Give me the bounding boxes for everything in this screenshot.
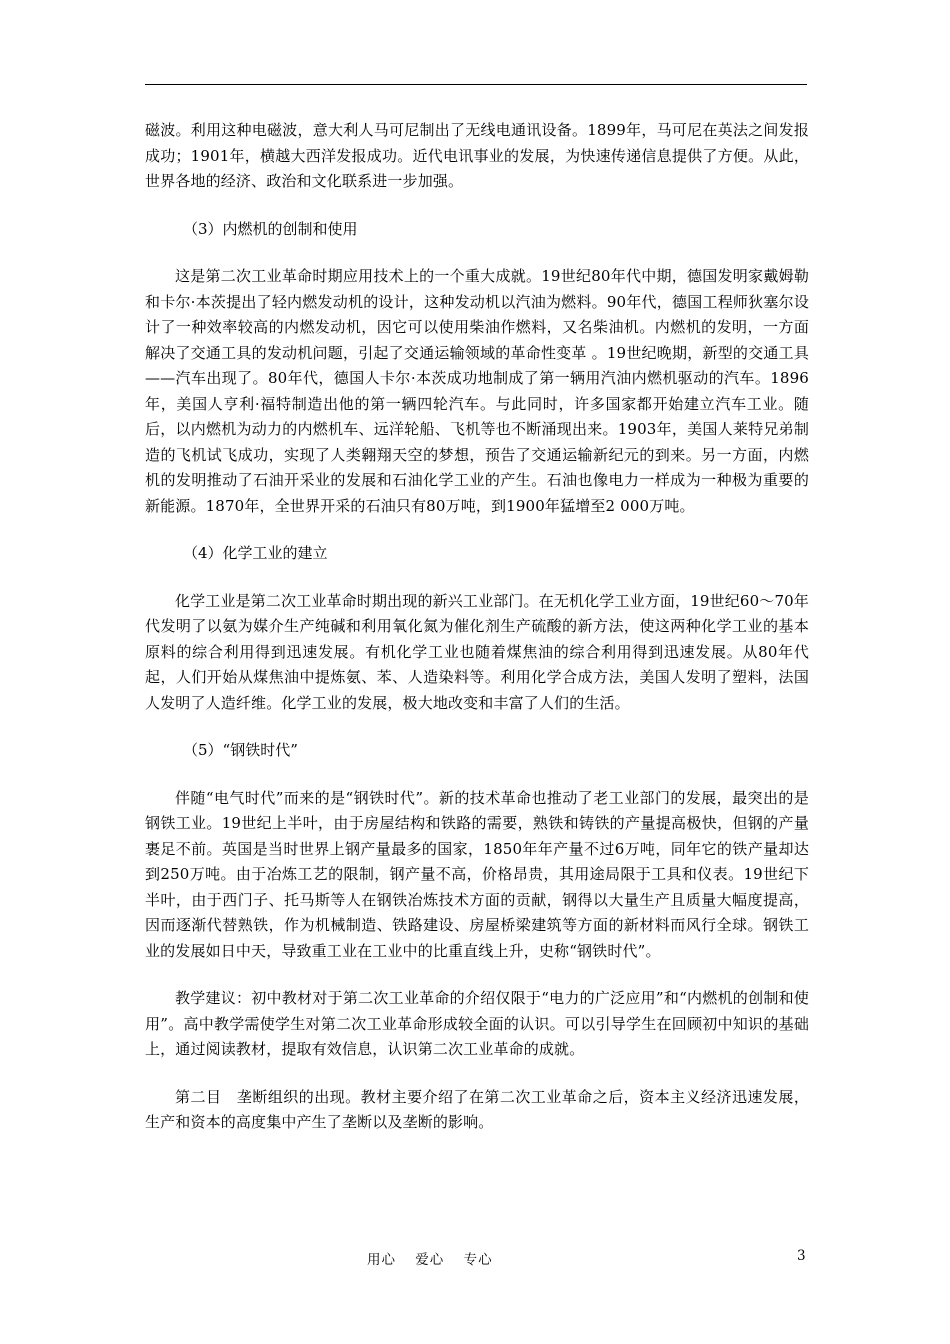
paragraph-teaching-suggestion: 教学建议：初中教材对于第二次工业革命的介绍仅限于“电力的广泛应用”和“内燃机的创制和使用”。高中教学需使学生对第二次工业革命形成较全面的认识。可以引导学生在回顾初中知识的基础上，通过阅读教材，提取有效信息，认识第二次工业革命的成就。	[145, 989, 809, 1058]
spacer	[145, 567, 809, 589]
footer-motto: 用心 爱心 专心	[367, 1252, 493, 1268]
spacer	[145, 519, 809, 541]
header-rule	[145, 84, 807, 85]
spacer	[145, 242, 809, 264]
document-body	[145, 118, 809, 1136]
paragraph-steel-age: 伴随“电气时代”而来的是“钢铁时代”。新的技术革命也推动了老工业部门的发展，最突出的是钢铁工业。19世纪上半叶，由于房屋结构和铁路的需要，熟铁和铸铁的产量提高极快，但钢的产量裹足不前。英国是当时世界上钢产量最多的国家，1850年年产量不过6万吨，同年它的铁产量却达到250万吨。由于冶炼工艺的限制，钢产量不高，价格昂贵，其用途局限于工具和仪表。19世纪下半叶，由于西门子、托马斯等人在钢铁冶炼技术方面的贡献，钢得以大量生产且质量大幅度提高，因而逐渐代替熟铁，作为机械制造、铁路建设、房屋桥梁建筑等方面的新材料而风行全球。钢铁工业的发展如日中天，导致重工业在工业中的比重直线上升，史称“钢铁时代”。	[145, 788, 809, 960]
page-number: 3	[797, 1248, 806, 1264]
paragraph-electromagnetic-continuation: 磁波。利用这种电磁波，意大利人马可尼制出了无线电通讯设备。1899年，马可尼在英法之间发报成功；1901年，横越大西洋发报成功。近代电讯事业的发展，为快速传递信息提供了方便。从此，世界各地的经济、政治和文化联系进一步加强。	[145, 121, 809, 190]
spacer	[145, 716, 809, 738]
spacer	[145, 195, 809, 217]
section-heading-steel-age: （5）“钢铁时代”	[183, 741, 298, 759]
spacer	[145, 764, 809, 786]
spacer	[145, 964, 809, 986]
spacer	[145, 1063, 809, 1085]
section-heading-chemical-industry: （4）化学工业的建立	[183, 544, 328, 562]
paragraph-monopoly-section: 第二目 垄断组织的出现。教材主要介绍了在第二次工业革命之后，资本主义经济迅速发展，生产和资本的高度集中产生了垄断以及垄断的影响。	[145, 1087, 809, 1131]
section-heading-internal-combustion: （3）内燃机的创制和使用	[183, 219, 358, 238]
paragraph-internal-combustion: 这是第二次工业革命时期应用技术上的一个重大成就。19世纪80年代中期，德国发明家戴姆勒和卡尔·本茨提出了轻内燃发动机的设计，这种发动机以汽油为燃料。90年代，德国工程师狄塞尔设计了一种效率较高的内燃发动机，因它可以使用柴油作燃料，又名柴油机。内燃机的发明，一方面解决了交通工具的发动机问题，引起了交通运输领域的革命性变革 。19世纪晚期，新型的交通工具——汽车出现了。80年代，德国人卡尔·本茨成功地制成了第一辆用汽油内燃机驱动的汽车。1896年，美国人亨利·福特制造出他的第一辆四轮汽车。与此同时，许多国家都开始建立汽车工业。随后，以内燃机为动力的内燃机车、远洋轮船、飞机等也不断涌现出来。1903年，美国人莱特兄弟制造的飞机试飞成功，实现了人类翱翔天空的梦想，预告了交通运输新纪元的到来。另一方面，内燃机的发明推动了石油开采业的发展和石油化学工业的产生。石油也像电力一样成为一种极为重要的新能源。1870年，全世界开采的石油只有80万吨，到1900年猛增至2 000万吨。	[145, 267, 809, 515]
page-footer	[0, 1248, 950, 1272]
paragraph-chemical-industry: 化学工业是第二次工业革命时期出现的新兴工业部门。在无机化学工业方面，19世纪60～70年代发明了以氨为媒介生产纯碱和利用氧化氮为催化剂生产硫酸的新方法，使这两种化学工业的基本原料的综合利用得到迅速发展。有机化学工业也随着煤焦油的综合利用得到迅速发展。从80年代起，人们开始从煤焦油中提炼氨、苯、人造染料等。利用化学合成方法，美国人发明了塑料，法国人发明了人造纤维。化学工业的发展，极大地改变和丰富了人们的生活。	[145, 591, 809, 712]
